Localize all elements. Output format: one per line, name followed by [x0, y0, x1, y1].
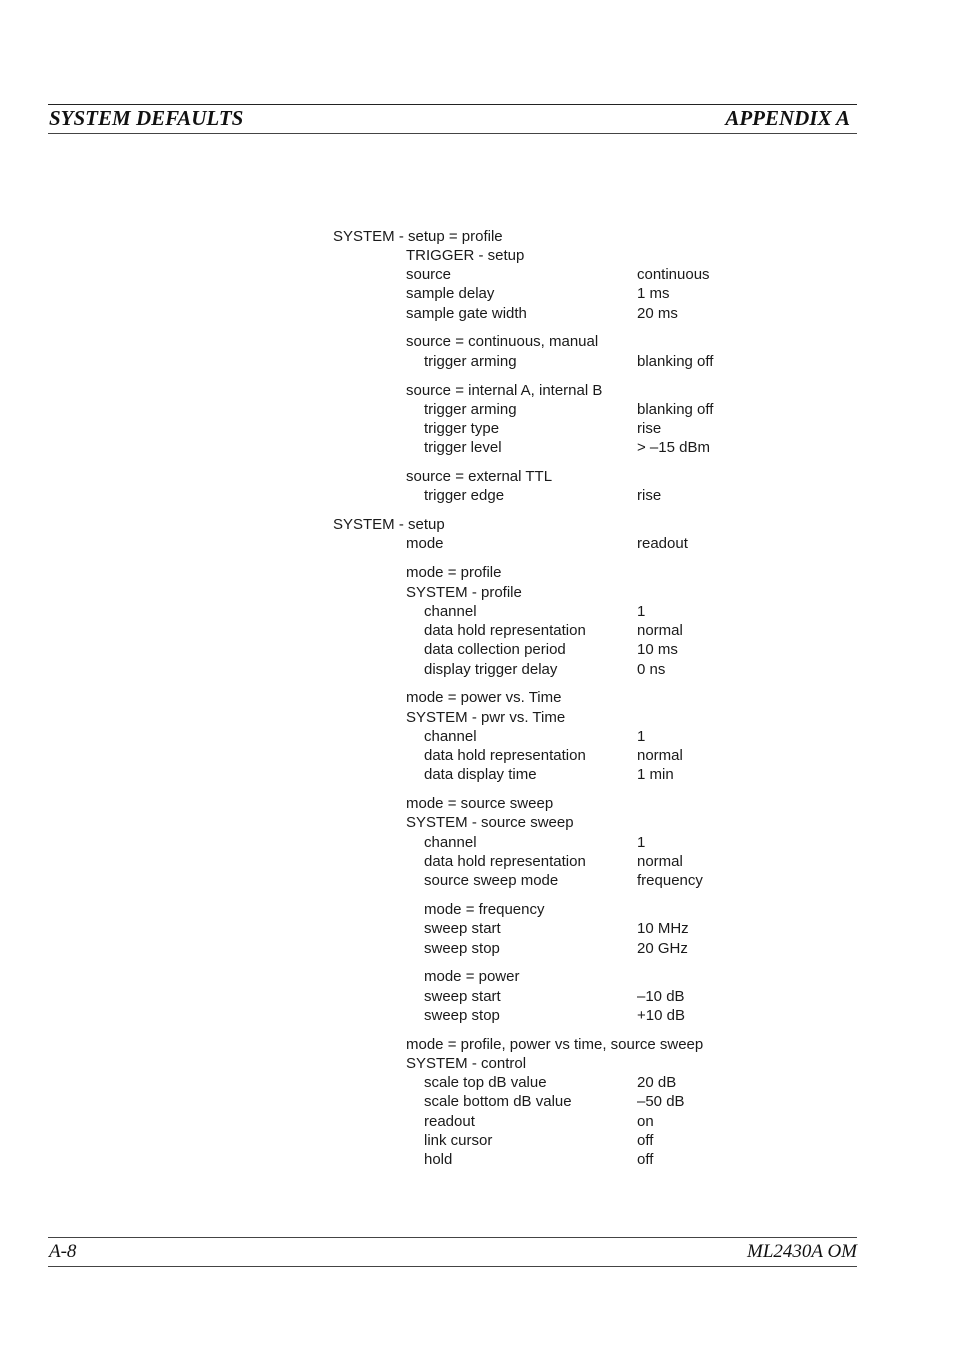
item-label: data hold representation [424, 622, 586, 639]
item-label: trigger arming [424, 401, 517, 418]
item-label: SYSTEM - source sweep [406, 814, 574, 831]
header-appendix-title: APPENDIX A [725, 106, 850, 130]
item-label: mode = power vs. Time [406, 689, 562, 706]
item-label: display trigger delay [424, 661, 558, 678]
item-value: 20 dB [637, 1074, 677, 1091]
item-value: rise [637, 420, 662, 437]
item-value: normal [637, 622, 683, 639]
item-label: mode [406, 535, 444, 552]
item-label: mode = power [424, 968, 520, 985]
item-value: +10 dB [637, 1007, 685, 1024]
item-label: source [406, 266, 452, 283]
item-label: SYSTEM - control [406, 1055, 527, 1072]
item-label: trigger arming [424, 353, 517, 370]
item-label: source = continuous, manual [406, 333, 599, 350]
item-value: frequency [637, 872, 703, 889]
item-label: data display time [424, 766, 537, 783]
item-value: readout [637, 535, 688, 552]
item-value: > –15 dBm [637, 439, 710, 456]
item-label: trigger edge [424, 487, 505, 504]
item-value: continuous [637, 266, 710, 283]
item-value: blanking off [637, 401, 714, 418]
item-label: scale top dB value [424, 1074, 547, 1091]
item-label: hold [424, 1151, 453, 1168]
item-label: scale bottom dB value [424, 1093, 572, 1110]
item-value: rise [637, 487, 662, 504]
manual-name: ML2430A OM [747, 1241, 857, 1262]
item-value: 1 min [637, 766, 674, 783]
item-label: mode = frequency [424, 901, 545, 918]
item-value: off [637, 1132, 654, 1149]
item-label: sweep start [424, 988, 501, 1005]
item-value: 1 [637, 834, 646, 851]
item-label: data collection period [424, 641, 566, 658]
item-value: 0 ns [637, 661, 666, 678]
item-value: 10 ms [637, 641, 678, 658]
item-label: channel [424, 728, 477, 745]
item-label: trigger level [424, 439, 502, 456]
header-section-title: SYSTEM DEFAULTS [49, 106, 244, 130]
item-label: source sweep mode [424, 872, 559, 889]
item-value: 20 GHz [637, 940, 688, 957]
page-number: A-8 [49, 1241, 77, 1262]
item-label: readout [424, 1113, 475, 1130]
item-label: SYSTEM - profile [406, 584, 522, 601]
item-label: channel [424, 834, 477, 851]
item-value: 1 [637, 603, 646, 620]
item-label: sweep stop [424, 1007, 500, 1024]
item-label: sweep start [424, 920, 501, 937]
item-label: SYSTEM - setup = profile [333, 228, 503, 245]
item-value: 1 ms [637, 285, 670, 302]
item-value: on [637, 1113, 654, 1130]
item-value: normal [637, 747, 683, 764]
item-label: source = internal A, internal B [406, 382, 603, 399]
item-label: channel [424, 603, 477, 620]
item-value: blanking off [637, 353, 714, 370]
item-label: sample delay [406, 285, 495, 302]
item-label: data hold representation [424, 853, 586, 870]
item-label: TRIGGER - setup [406, 247, 525, 264]
item-value: normal [637, 853, 683, 870]
item-label: source = external TTL [406, 468, 553, 485]
item-value: 1 [637, 728, 646, 745]
item-label: SYSTEM - setup [333, 516, 445, 533]
item-value: –10 dB [637, 988, 685, 1005]
item-label: sweep stop [424, 940, 500, 957]
item-label: link cursor [424, 1132, 493, 1149]
footer-rule-top [48, 1237, 857, 1238]
footer-rule-bottom [48, 1266, 857, 1267]
item-label: sample gate width [406, 305, 527, 322]
item-value: 20 ms [637, 305, 678, 322]
item-value: –50 dB [637, 1093, 685, 1110]
item-label: mode = source sweep [406, 795, 554, 812]
item-label: SYSTEM - pwr vs. Time [406, 709, 566, 726]
item-label: data hold representation [424, 747, 586, 764]
item-label: mode = profile, power vs time, source sweep [406, 1036, 704, 1053]
item-value: off [637, 1151, 654, 1168]
header-rule-bottom [48, 133, 857, 134]
item-label: mode = profile [406, 564, 502, 581]
item-value: 10 MHz [637, 920, 689, 937]
item-label: trigger type [424, 420, 500, 437]
